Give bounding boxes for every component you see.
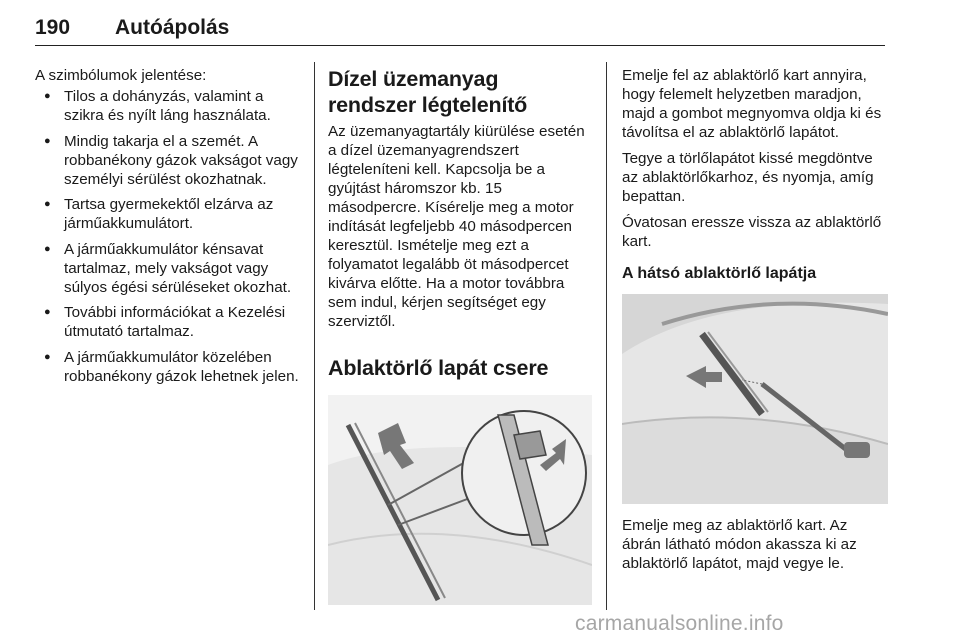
list-item: ● Mindig takarja el a szemét. A robbanékony gázok vakságot vagy személyi sérülést okozhatnak. (35, 132, 303, 189)
symbol-list (35, 87, 303, 386)
list-item: ● Tartsa gyermekektől elzárva az járműakkumulátort. (35, 195, 303, 233)
column-middle (328, 66, 592, 605)
list-item: ● További információkat a Kezelési útmutató tartalmaz. (35, 303, 303, 341)
list-item: ● A járműakkumulátor kénsavat tartalmaz, mely vakságot vagy súlyos égési sérüléseket okozhat. (35, 240, 303, 297)
page-number: 190 (35, 16, 71, 39)
diesel-paragraph: Az üzemanyagtartály kiürülése esetén a dízel üzemanyagrendszert légteleníteni kell. Kapcsolja be a gyújtást háromszor kb. 15 másodpercre. Kísérelje meg a motor indítását legfeljebb 40 másodpercen keresztül. Ismételje meg ezt a folyamatot legalább öt másodpercet kivárva előtte. Ha a motor továbbra sem indul, kérjen segítséget egy szerviztől. (328, 123, 585, 330)
section-heading-diesel: Dízel üzemanyag rendszer légtelenítő (328, 67, 528, 117)
symbols-intro: A szimbólumok jelentése: (35, 67, 207, 84)
page-header (35, 8, 885, 46)
list-item: ● Tilos a dohányzás, valamint a szikra és nyílt láng használata. (35, 87, 303, 125)
wiper-paragraph-1: Emelje fel az ablaktörlő kart annyira, hogy felemelt helyzetben maradjon, majd a gombot megnyomva oldja ki és távolítsa el az ablaktörlő lapátot. (622, 67, 882, 141)
column-divider (314, 62, 315, 610)
column-left (35, 66, 303, 392)
rear-wiper-heading: A hátsó ablaktörlő lapátja (622, 265, 817, 282)
rear-wiper-illustration (622, 294, 888, 504)
rear-wiper-paragraph: Emelje meg az ablaktörlő kart. Az ábrán látható módon akassza ki az ablaktörlő lapátot, majd vegye le. (622, 517, 857, 572)
list-item: ● A járműakkumulátor közelében robbanékony gázok lehetnek jelen. (35, 348, 303, 386)
column-right (622, 66, 888, 573)
column-divider (606, 62, 607, 610)
wiper-paragraph-2: Tegye a törlőlapátot kissé megdöntve az ablaktörlőkarhoz, és nyomja, amíg bepattan. (622, 150, 874, 205)
page-title: Autóápolás (115, 16, 230, 39)
wiper-blade-illustration (328, 395, 592, 605)
watermark: carmanualsonline.info (575, 612, 784, 635)
wiper-paragraph-3: Óvatosan eressze vissza az ablaktörlő kart. (622, 214, 882, 250)
section-heading-wiper: Ablaktörlő lapát csere (328, 356, 549, 380)
